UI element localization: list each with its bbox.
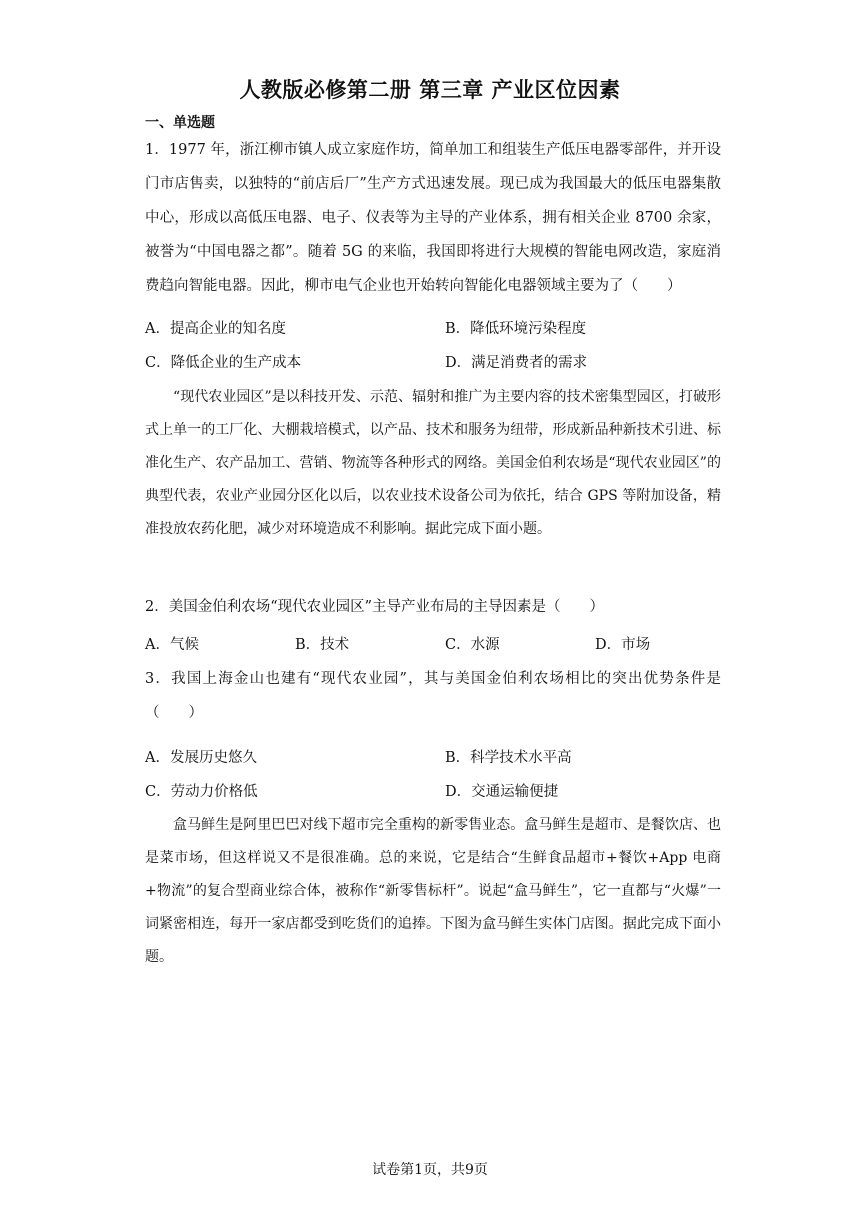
question-2-option-b: B．技术	[295, 637, 350, 653]
page-title: 人教版必修第二册 第三章 产业区位因素	[239, 78, 621, 102]
question-2-option-d: D．市场	[595, 637, 651, 653]
reading-passage-2	[145, 809, 721, 974]
question-3-option-b: B．科学技术水平高	[445, 750, 572, 766]
reading-passage-1-text: “现代农业园区”是以科技开发、示范、辐射和推广为主要内容的技术密集型园区，打破形式上单一的工厂化、大棚栽培模式，以产品、技术和服务为纽带，形成新品种新技术引进、标准化生产、农产品加工、营销、物流等各种形式的网络。美国金伯利农场是“现代农业园区”的典型代表，农业产业园分区化以后，以农业技术设备公司为依托，结合 GPS 等附加设备，精准投放农药化肥，减少对环境造成不利影响。据此完成下面小题。	[145, 389, 721, 537]
page-footer: 试卷第1页，共9页	[372, 1162, 488, 1178]
question-3-option-a: A．发展历史悠久	[145, 750, 257, 766]
question-1-stem: 1．1977 年，浙江柳市镇人成立家庭作坊，简单加工和组装生产低压电器零部件，并开设门市店售卖，以独特的“前店后厂”生产方式迅速发展。现已成为我国最大的低压电器集散中心，形成以高低压电器、电子、仪表等为主导的产业体系，拥有相关企业 8700 余家，被誉为“中国电器之都”。随着 5G 的来临，我国即将进行大规模的智能电网改造，家庭消费趋向智能电器。因此，柳市电气企业也开始转向智能化电器领域主要为了（ ）	[145, 142, 721, 294]
reading-passage-2-text: 盒马鲜生是阿里巴巴对线下超市完全重构的新零售业态。盒马鲜生是超市、是餐饮店、也是菜市场，但这样说又不是很准确。总的来说，它是结合“生鲜食品超市+餐饮+App 电商+物流”的复合型商业综合体，被称作“新零售标杆”。说起“盒马鲜生”，它一直都与“火爆”一词紧密相连，每开一家店都受到吃货们的追捧。下图为盒马鲜生实体门店图。据此完成下面小题。	[145, 817, 721, 965]
question-1-option-b: B．降低环境污染程度	[445, 321, 587, 337]
question-2-option-c: C．水源	[445, 637, 500, 653]
question-1-option-c: C．降低企业的生产成本	[145, 355, 302, 371]
section-heading: 一、单选题	[145, 115, 215, 131]
question-2-stem: 2．美国金伯利农场“现代农业园区”主导产业布局的主导因素是（ ）	[145, 599, 605, 615]
question-1-option-d: D．满足消费者的需求	[445, 355, 588, 371]
question-3-option-c: C．劳动力价格低	[145, 784, 258, 800]
reading-passage-1	[145, 381, 721, 546]
question-3-option-d: D．交通运输便捷	[445, 784, 559, 800]
question-1-option-a: A．提高企业的知名度	[145, 321, 286, 337]
question-2-option-a: A．气候	[145, 637, 199, 653]
question-3-stem: 3．我国上海金山也建有“现代农业园”，其与美国金伯利农场相比的突出优势条件是（ ）	[145, 671, 721, 721]
